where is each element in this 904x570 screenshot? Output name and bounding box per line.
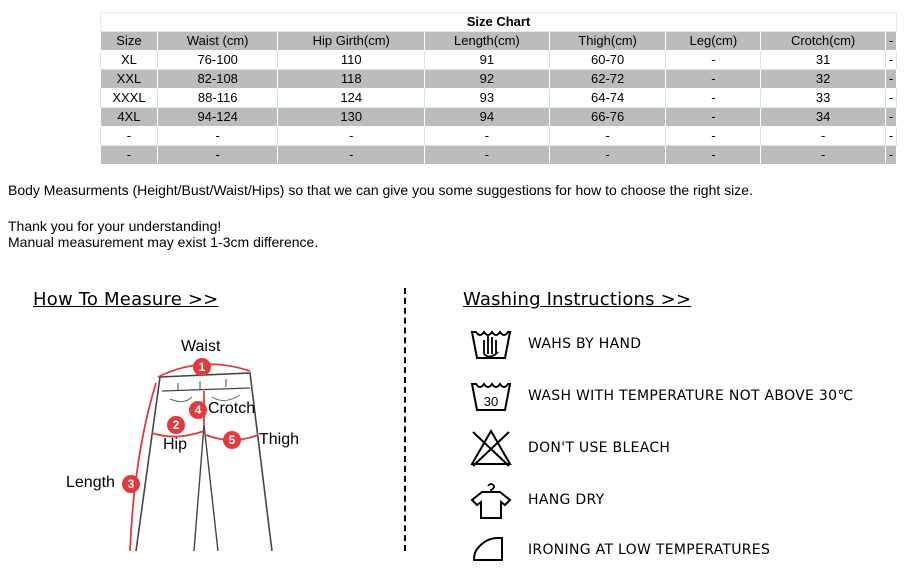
size-chart-title: Size Chart	[101, 13, 897, 32]
iron-low-label: IRONING AT LOW TEMPERATURES	[528, 542, 771, 558]
hip-label: Hip	[163, 436, 188, 453]
header-size: Size	[101, 32, 158, 51]
table-cell: 88-116	[157, 89, 278, 108]
table-cell: -	[549, 146, 666, 165]
table-cell: 118	[278, 70, 425, 89]
table-cell: -	[666, 127, 761, 146]
table-cell: 60-70	[549, 51, 666, 70]
table-cell: -	[278, 127, 425, 146]
section-divider	[404, 288, 406, 551]
table-cell: 91	[425, 51, 550, 70]
hang-dry-label: HANG DRY	[528, 492, 605, 508]
table-cell: 93	[425, 89, 550, 108]
table-cell: -	[885, 89, 896, 108]
table-cell: -	[885, 127, 896, 146]
wash-30-text: 30	[483, 394, 499, 409]
table-cell: -	[885, 51, 896, 70]
difference-note: Manual measurement may exist 1-3cm difference.	[8, 234, 319, 250]
table-cell: 31	[761, 51, 886, 70]
table-row	[101, 108, 897, 127]
wash-item-iron	[468, 530, 770, 570]
table-cell: 92	[425, 70, 550, 89]
thank-you-note: Thank you for your understanding!	[8, 218, 222, 234]
table-row	[101, 89, 897, 108]
header-crotch: Crotch(cm)	[761, 32, 886, 51]
body-measurement-note: Body Measurments (Height/Bust/Waist/Hips) so that we can give you some suggestions for how to choose the right size.	[8, 182, 753, 198]
table-cell: 62-72	[549, 70, 666, 89]
table-cell: -	[761, 127, 886, 146]
iron-low-icon	[468, 530, 514, 570]
header-extra: -	[885, 32, 896, 51]
table-cell: XXXL	[101, 89, 158, 108]
table-cell: XL	[101, 51, 158, 70]
table-cell: -	[157, 127, 278, 146]
crotch-label: Crotch	[208, 400, 256, 417]
header-hip: Hip Girth(cm)	[278, 32, 425, 51]
table-row	[101, 146, 897, 165]
table-cell: 76-100	[157, 51, 278, 70]
table-cell: 33	[761, 89, 886, 108]
table-cell: 82-108	[157, 70, 278, 89]
marker-2: 2	[167, 416, 185, 434]
marker-5: 5	[223, 431, 241, 449]
header-thigh: Thigh(cm)	[549, 32, 666, 51]
header-leg: Leg(cm)	[666, 32, 761, 51]
table-cell: 66-76	[549, 108, 666, 127]
wash-item-hang-dry	[468, 480, 604, 520]
wash-item-no-bleach	[468, 428, 670, 468]
table-cell: 110	[278, 51, 425, 70]
how-to-measure-title: How To Measure >>	[33, 289, 219, 310]
marker-3: 3	[122, 475, 140, 493]
table-cell: 32	[761, 70, 886, 89]
wash-item-30	[468, 376, 853, 416]
waist-label: Waist	[181, 338, 221, 355]
marker-4: 4	[189, 401, 207, 419]
table-cell: -	[885, 70, 896, 89]
table-cell: -	[666, 146, 761, 165]
table-cell: -	[666, 89, 761, 108]
header-waist: Waist (cm)	[157, 32, 278, 51]
size-chart-table	[100, 12, 897, 165]
table-cell: 94	[425, 108, 550, 127]
no-bleach-icon	[468, 428, 514, 468]
hand-wash-icon	[468, 324, 514, 364]
table-row	[101, 127, 897, 146]
table-cell: -	[666, 70, 761, 89]
wash-hand-label: WAHS BY HAND	[528, 336, 642, 352]
table-cell: -	[278, 146, 425, 165]
no-bleach-label: DON'T USE BLEACH	[528, 440, 671, 456]
table-cell: -	[425, 127, 550, 146]
table-cell: 4XL	[101, 108, 158, 127]
wash-item-hand	[468, 324, 641, 364]
table-row	[101, 51, 897, 70]
table-cell: -	[761, 146, 886, 165]
table-cell: 64-74	[549, 89, 666, 108]
hang-dry-icon	[468, 480, 514, 520]
table-cell: -	[101, 146, 158, 165]
pants-diagram	[100, 355, 300, 551]
table-cell: 94-124	[157, 108, 278, 127]
table-cell: -	[885, 108, 896, 127]
table-cell: -	[666, 51, 761, 70]
table-cell: 124	[278, 89, 425, 108]
table-cell: -	[101, 127, 158, 146]
table-cell: XXL	[101, 70, 158, 89]
table-cell: -	[425, 146, 550, 165]
length-label: Length	[66, 474, 115, 491]
header-length: Length(cm)	[425, 32, 550, 51]
table-cell: 130	[278, 108, 425, 127]
washing-instructions-title: Washing Instructions >>	[463, 289, 692, 310]
marker-1: 1	[193, 358, 211, 376]
table-cell: -	[666, 108, 761, 127]
table-cell: -	[885, 146, 896, 165]
table-cell: -	[157, 146, 278, 165]
table-row	[101, 70, 897, 89]
table-cell: -	[549, 127, 666, 146]
wash-30-icon	[468, 376, 514, 416]
size-chart-header-row	[101, 32, 897, 51]
table-cell: 34	[761, 108, 886, 127]
wash-30-label: WASH WITH TEMPERATURE NOT ABOVE 30℃	[528, 388, 854, 404]
thigh-label: Thigh	[259, 431, 300, 448]
